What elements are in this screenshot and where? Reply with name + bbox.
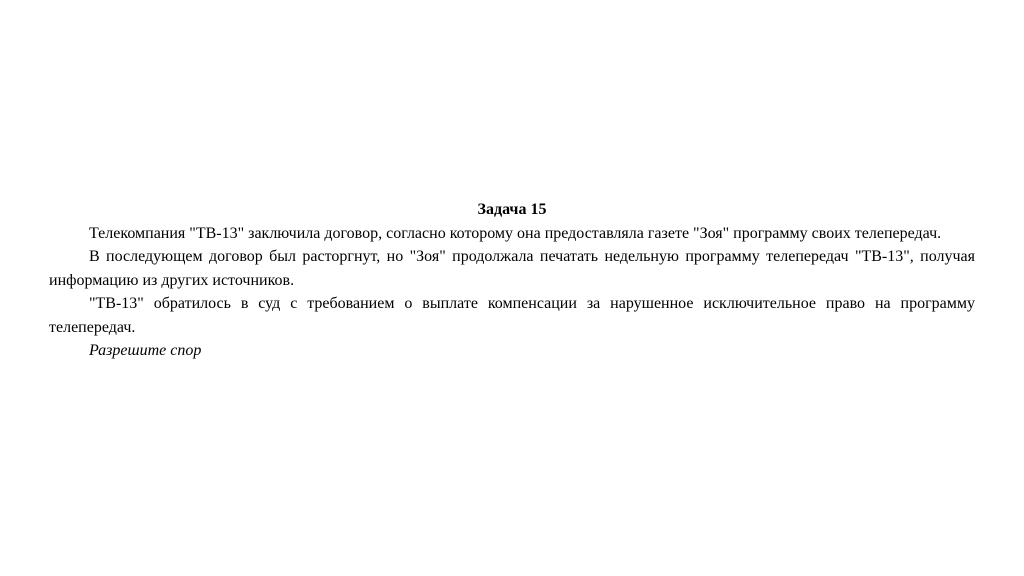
paragraph-contract: Телекомпания "ТВ-13" заключила договор, согласно которому она предоставляла газете "Зоя" программу своих телепередач.: [89, 224, 942, 242]
task-text-block: [49, 198, 975, 363]
paragraph-lawsuit: "ТВ-13" обратилось в суд с требованием о выплате компенсации за нарушенное исключительное право на программу телепередач.: [49, 295, 975, 336]
task-instruction: Разрешите спор: [89, 342, 202, 359]
paragraph-termination: В последующем договор был расторгнут, но "Зоя" продолжала печатать недельную программу телепередач "ТВ-13", получая информацию из других источников.: [49, 248, 975, 289]
task-title: Задача 15: [477, 201, 547, 218]
